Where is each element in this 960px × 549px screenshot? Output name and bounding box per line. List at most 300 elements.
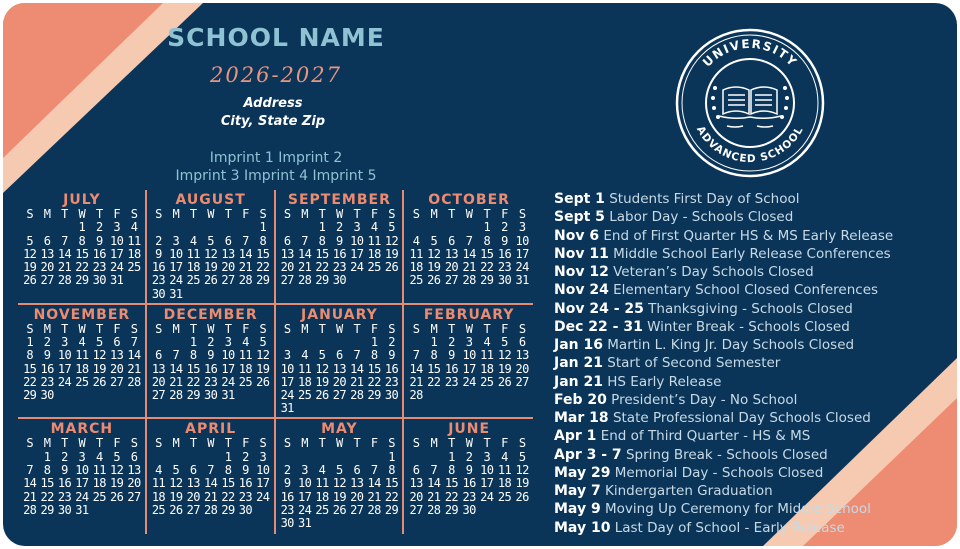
seal-bottom-text: ADVANCED SCHOOL (694, 124, 806, 166)
day-number: 3 (259, 449, 267, 464)
day-number: 28 (462, 273, 476, 288)
day-number: 16 (462, 476, 476, 491)
empty-day (185, 451, 202, 464)
day-number: 30 (384, 388, 399, 403)
day-number: 26 (332, 502, 346, 517)
day-number: 21 (57, 260, 72, 275)
day-number: 21 (427, 489, 441, 504)
day-number: 3 (172, 233, 180, 248)
day-number: 16 (332, 246, 346, 261)
weekday-header: T (189, 436, 197, 451)
day-number: 28 (427, 502, 441, 517)
school-name: SCHOOL NAME (167, 23, 385, 52)
day-number: 28 (350, 388, 364, 403)
day-number: 31 (110, 273, 124, 288)
day-number: 12 (384, 233, 399, 248)
day-number: 9 (207, 348, 214, 363)
day-number: 1 (189, 334, 197, 349)
day-number: 25 (186, 273, 200, 288)
day-grid (150, 208, 272, 301)
weekday-header: S (518, 207, 526, 221)
day-number: 2 (448, 334, 455, 349)
day-number: 18 (367, 246, 381, 261)
day-number: 10 (256, 462, 270, 477)
day-number: 22 (427, 374, 441, 389)
day-grid (150, 437, 272, 517)
day-number: 11 (92, 462, 106, 477)
month-july (18, 190, 147, 305)
day-number: 20 (444, 260, 459, 275)
day-number: 4 (130, 220, 138, 235)
day-number: 29 (75, 273, 89, 288)
day-number: 28 (238, 273, 253, 288)
day-number: 26 (23, 273, 37, 288)
day-number: 26 (515, 489, 529, 504)
day-number: 26 (92, 374, 106, 389)
day-number: 21 (462, 260, 476, 275)
day-number: 17 (350, 246, 364, 261)
day-number: 10 (350, 233, 364, 248)
day-number: 10 (515, 233, 529, 248)
day-number: 25 (480, 374, 494, 389)
weekday-header: T (95, 436, 103, 451)
day-number: 8 (483, 233, 491, 248)
day-grid (21, 323, 143, 403)
day-number: 11 (75, 348, 89, 363)
day-number: 20 (151, 374, 166, 389)
weekday-header: M (172, 321, 180, 336)
day-number: 12 (203, 246, 218, 261)
weekday-header: S (412, 436, 420, 451)
empty-day (185, 221, 202, 234)
day-number: 12 (92, 348, 106, 363)
day-number: 22 (384, 489, 399, 504)
day-number: 23 (384, 374, 399, 389)
empty-day (425, 451, 443, 464)
day-number: 27 (350, 502, 364, 517)
empty-day (296, 221, 313, 234)
day-number: 20 (110, 361, 124, 376)
day-number: 30 (92, 273, 106, 288)
svg-text:UNIVERSITY (700, 37, 800, 70)
weekday-header: T (483, 321, 491, 336)
day-number: 20 (350, 489, 364, 504)
day-number: 1 (78, 220, 86, 235)
event-description: Martin L. King Jr. Day Schools Closed (607, 337, 855, 353)
day-number: 14 (127, 348, 141, 363)
month-name: AUGUST (175, 192, 246, 208)
empty-day (296, 336, 313, 349)
day-number: 27 (409, 502, 423, 517)
day-number: 19 (23, 260, 37, 275)
weekday-header: W (207, 436, 214, 451)
day-number: 2 (61, 449, 68, 464)
weekday-header: S (155, 321, 162, 336)
day-number: 5 (95, 334, 103, 349)
event-date: May 9 (554, 501, 601, 518)
day-number: 7 (412, 348, 420, 363)
event-description: Last Day of School - Early Release (614, 519, 845, 536)
day-number: 4 (412, 233, 420, 248)
weekday-header: W (336, 321, 343, 336)
day-number: 10 (221, 348, 235, 363)
day-number: 7 (370, 462, 378, 477)
day-number: 8 (388, 462, 395, 477)
day-number: 3 (518, 220, 526, 235)
event-item (554, 190, 934, 208)
day-number: 6 (43, 233, 51, 248)
month-january (276, 305, 405, 420)
weekday-header: T (448, 436, 455, 451)
day-number: 25 (151, 502, 166, 517)
day-number: 7 (430, 462, 438, 477)
day-number: 30 (203, 388, 218, 403)
day-number: 16 (280, 489, 294, 504)
day-number: 1 (259, 220, 267, 235)
day-number: 11 (497, 462, 512, 477)
day-number: 21 (203, 489, 218, 504)
day-number: 29 (367, 388, 381, 403)
day-number: 11 (151, 476, 166, 491)
event-date: Dec 22 - 31 (554, 318, 643, 335)
day-number: 18 (315, 489, 329, 504)
event-date: May 10 (554, 519, 611, 536)
events-list (554, 190, 934, 537)
day-number: 15 (427, 361, 441, 376)
day-number: 23 (203, 374, 218, 389)
day-number: 3 (301, 462, 308, 477)
day-number: 14 (462, 246, 476, 261)
day-number: 5 (172, 462, 180, 477)
day-number: 5 (518, 449, 526, 464)
day-number: 24 (515, 260, 529, 275)
weekday-header: M (430, 321, 438, 336)
event-date: Apr 3 - 7 (554, 446, 622, 463)
day-number: 2 (283, 462, 291, 477)
day-number: 11 (238, 348, 253, 363)
day-number: 22 (40, 489, 54, 504)
day-number: 12 (315, 361, 329, 376)
day-number: 7 (353, 348, 361, 363)
day-number: 7 (61, 233, 68, 248)
day-number: 16 (203, 361, 218, 376)
day-number: 22 (221, 489, 235, 504)
day-number: 13 (221, 246, 235, 261)
weekday-header: F (113, 207, 120, 221)
day-number: 3 (483, 449, 491, 464)
weekday-header: M (172, 207, 180, 221)
empty-day (407, 221, 425, 234)
day-number: 23 (280, 502, 294, 517)
weekday-header: S (130, 436, 138, 451)
day-number: 9 (242, 462, 249, 477)
day-number: 24 (221, 374, 235, 389)
day-number: 17 (462, 361, 476, 376)
day-number: 9 (501, 233, 508, 248)
day-number: 24 (350, 260, 364, 275)
university-seal-logo (675, 28, 825, 178)
day-number: 27 (332, 388, 346, 403)
day-grid (279, 437, 401, 530)
empty-day (202, 221, 219, 234)
weekday-header: S (155, 207, 162, 221)
weekday-header: M (43, 321, 51, 336)
day-number: 7 (242, 233, 249, 248)
day-number: 15 (384, 476, 399, 491)
event-description: Labor Day - Schools Closed (609, 209, 794, 226)
weekday-header: S (259, 207, 267, 221)
day-number: 18 (238, 361, 253, 376)
day-number: 10 (57, 348, 72, 363)
day-number: 26 (169, 502, 183, 517)
event-description: President’s Day - No School (611, 391, 798, 408)
day-number: 18 (75, 361, 89, 376)
day-number: 10 (480, 462, 494, 477)
day-number: 9 (43, 348, 51, 363)
day-number: 4 (318, 462, 326, 477)
weekday-header: S (518, 321, 526, 336)
day-number: 11 (367, 233, 381, 248)
day-number: 5 (388, 220, 395, 235)
weekday-header: T (189, 207, 197, 221)
day-number: 6 (113, 334, 120, 349)
day-number: 28 (169, 388, 183, 403)
day-number: 17 (515, 246, 529, 261)
day-number: 1 (448, 449, 455, 464)
day-grid (407, 323, 531, 403)
day-grid (407, 437, 531, 517)
day-number: 6 (155, 348, 162, 363)
day-number: 17 (75, 476, 89, 491)
day-number: 7 (301, 233, 308, 248)
day-number: 4 (370, 220, 378, 235)
weekday-header: S (388, 321, 395, 336)
event-description: End of Third Quarter - HS & MS (600, 428, 811, 445)
day-number: 29 (221, 502, 235, 517)
weekday-header: M (43, 207, 51, 221)
month-september (276, 190, 405, 305)
day-number: 8 (78, 233, 86, 248)
day-number: 18 (92, 476, 106, 491)
month-may (276, 419, 405, 534)
event-item (554, 227, 934, 245)
weekday-header: S (412, 321, 420, 336)
day-number: 14 (367, 476, 381, 491)
day-number: 22 (23, 374, 37, 389)
day-number: 16 (444, 361, 459, 376)
weekday-header: W (78, 207, 86, 221)
day-number: 22 (367, 374, 381, 389)
event-item (554, 373, 934, 391)
day-number: 9 (95, 233, 103, 248)
day-number: 13 (444, 246, 459, 261)
day-number: 27 (221, 273, 235, 288)
day-number: 8 (189, 348, 197, 363)
day-number: 23 (497, 260, 512, 275)
month-name: SEPTEMBER (287, 192, 391, 208)
day-number: 23 (151, 273, 166, 288)
weekday-header: M (301, 321, 308, 336)
event-date: Jan 21 (554, 355, 603, 372)
event-date: Nov 6 (554, 227, 600, 244)
day-number: 23 (332, 260, 346, 275)
day-number: 9 (448, 348, 455, 363)
imprint-line-1: Imprint 1 Imprint 2 (209, 150, 343, 166)
weekday-header: T (61, 321, 68, 336)
event-item (554, 427, 934, 445)
day-number: 28 (367, 502, 381, 517)
day-number: 20 (186, 489, 200, 504)
day-number: 14 (23, 476, 37, 491)
empty-day (38, 221, 55, 234)
day-number: 12 (515, 462, 529, 477)
weekday-header: F (370, 321, 378, 336)
day-number: 8 (318, 233, 326, 248)
day-number: 25 (367, 260, 381, 275)
day-number: 9 (283, 476, 291, 491)
day-number: 18 (297, 374, 312, 389)
empty-day (365, 451, 382, 464)
day-number: 20 (221, 260, 235, 275)
day-number: 16 (92, 246, 106, 261)
day-number: 15 (480, 246, 494, 261)
empty-day (150, 221, 167, 234)
weekday-header: S (388, 207, 395, 221)
weekday-header: T (318, 436, 326, 451)
weekday-header: T (318, 321, 326, 336)
day-number: 27 (127, 489, 141, 504)
event-date: Jan 21 (554, 373, 603, 390)
address-block (193, 95, 353, 131)
day-grid (407, 208, 531, 288)
event-date: Sept 1 (554, 191, 605, 207)
day-number: 14 (238, 246, 253, 261)
weekday-header: T (95, 207, 103, 221)
day-number: 31 (515, 273, 529, 288)
event-description: Spring Break - Schools Closed (625, 446, 828, 463)
day-number: 29 (315, 273, 329, 288)
day-number: 19 (315, 374, 329, 389)
event-date: Mar 18 (554, 410, 609, 426)
day-number: 13 (350, 476, 364, 491)
day-number: 7 (465, 233, 473, 248)
day-number: 4 (483, 334, 491, 349)
seal-top-text: UNIVERSITY (699, 36, 801, 70)
empty-day (279, 221, 296, 234)
weekday-header: T (448, 321, 455, 336)
day-number: 1 (43, 449, 51, 464)
city-state-zip: City, State Zip (220, 114, 326, 129)
day-number: 2 (465, 449, 473, 464)
day-number: 20 (409, 489, 423, 504)
day-number: 24 (110, 260, 124, 275)
day-number: 14 (409, 361, 423, 376)
day-number: 7 (26, 462, 33, 477)
event-description: Moving Up Ceremony for Middle School (605, 501, 871, 518)
event-item (554, 500, 934, 518)
empty-day (425, 221, 443, 234)
day-number: 23 (92, 260, 106, 275)
day-number: 8 (430, 348, 438, 363)
day-number: 6 (353, 462, 361, 477)
day-number: 4 (78, 334, 86, 349)
weekday-header: F (113, 436, 120, 451)
day-number: 17 (280, 374, 294, 389)
weekday-header: S (283, 436, 291, 451)
day-number: 28 (297, 273, 312, 288)
weekday-header: M (301, 207, 308, 221)
weekday-header: T (483, 207, 491, 221)
day-number: 13 (332, 361, 346, 376)
weekday-header: T (353, 436, 361, 451)
day-number: 20 (127, 476, 141, 491)
day-number: 10 (75, 462, 89, 477)
event-description: Veteran’s Day Schools Closed (613, 264, 814, 280)
day-number: 19 (497, 361, 512, 376)
day-number: 24 (256, 489, 270, 504)
day-number: 15 (256, 246, 270, 261)
day-number: 24 (480, 489, 494, 504)
day-number: 11 (480, 348, 494, 363)
day-number: 1 (370, 334, 378, 349)
day-number: 14 (297, 246, 312, 261)
day-number: 22 (480, 260, 494, 275)
day-number: 6 (224, 233, 232, 248)
day-number: 25 (238, 374, 253, 389)
day-number: 27 (151, 388, 166, 403)
day-number: 11 (186, 246, 200, 261)
day-number: 15 (444, 476, 459, 491)
month-name: OCTOBER (428, 192, 510, 208)
day-number: 18 (186, 260, 200, 275)
day-number: 29 (480, 273, 494, 288)
month-august (147, 190, 276, 305)
day-number: 26 (384, 260, 399, 275)
day-number: 3 (283, 348, 291, 363)
day-number: 24 (75, 489, 89, 504)
day-number: 8 (26, 348, 33, 363)
day-number: 16 (40, 361, 54, 376)
month-name: MARCH (50, 421, 114, 438)
day-number: 21 (367, 489, 381, 504)
day-number: 24 (462, 374, 476, 389)
empty-day (202, 451, 219, 464)
day-number: 22 (315, 260, 329, 275)
day-number: 1 (26, 334, 33, 349)
day-number: 19 (384, 246, 399, 261)
day-number: 27 (515, 374, 529, 389)
day-number: 2 (388, 334, 395, 349)
day-number: 11 (315, 476, 329, 491)
day-number: 31 (75, 502, 89, 517)
day-number: 25 (297, 388, 312, 403)
event-description: End of First Quarter HS & MS Early Release (603, 227, 894, 244)
weekday-header: F (242, 436, 249, 451)
weekday-header: S (259, 321, 267, 336)
school-year: 2026-2027 (210, 63, 342, 87)
day-number: 24 (297, 502, 312, 517)
day-number: 22 (256, 260, 270, 275)
day-number: 13 (515, 348, 529, 363)
day-number: 14 (57, 246, 72, 261)
weekday-header: T (448, 207, 455, 221)
day-number: 8 (259, 233, 267, 248)
day-number: 12 (110, 462, 124, 477)
weekday-header: S (26, 207, 33, 221)
month-december (147, 305, 276, 420)
day-number: 17 (256, 476, 270, 491)
weekday-header: T (95, 321, 103, 336)
